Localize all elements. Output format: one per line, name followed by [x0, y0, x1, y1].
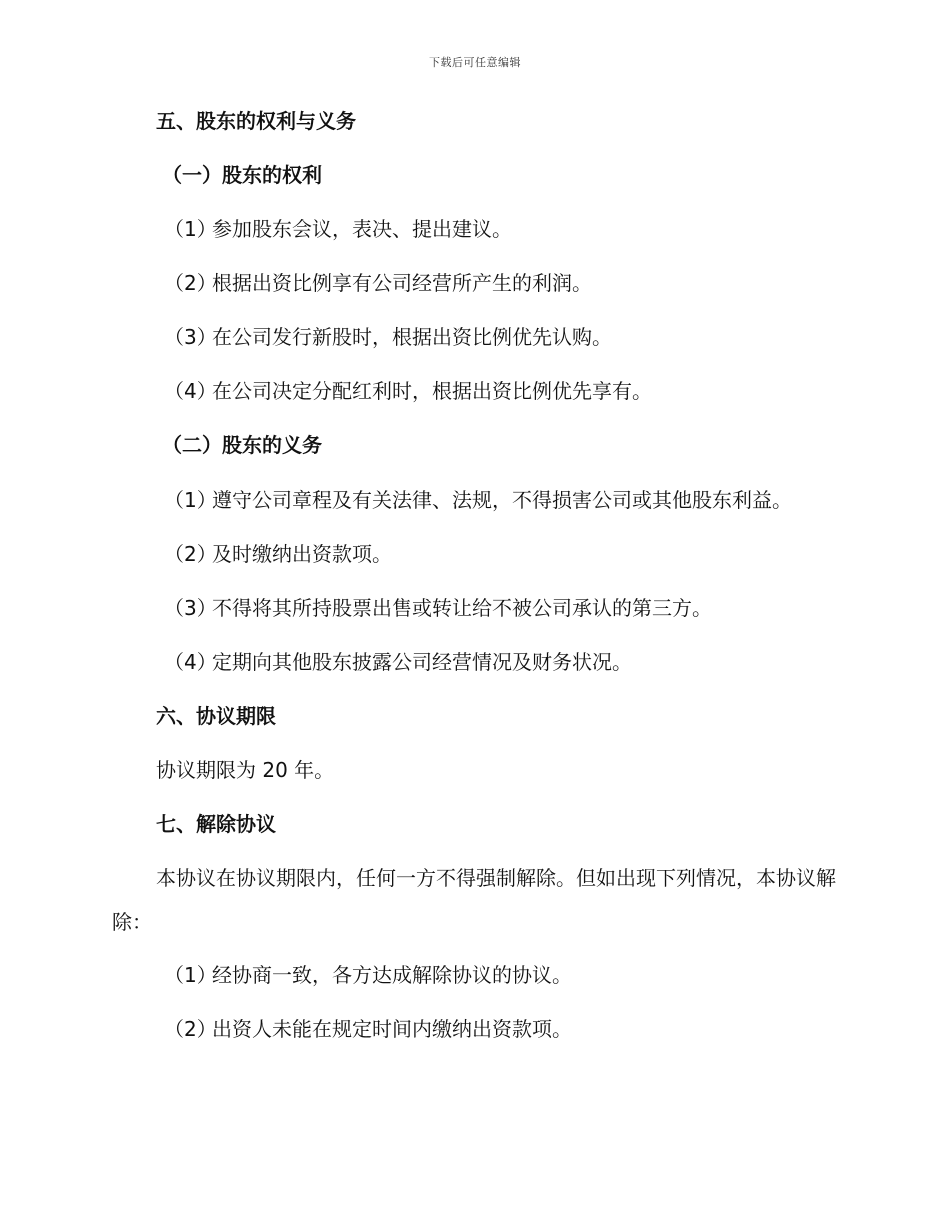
item-number: （2）: [164, 271, 217, 295]
item-number: （4）: [164, 650, 217, 674]
section-6-title: 六、协议期限: [156, 704, 276, 728]
section-6-text: 协议期限为 20 年。: [156, 758, 335, 782]
item-text: 在公司发行新股时，根据出资比例优先认购。: [212, 325, 612, 349]
item-text: 经协商一致，各方达成解除协议的协议。: [212, 963, 572, 987]
rights-item-4: [112, 379, 837, 404]
duties-item-4: [112, 650, 837, 675]
item-number: （1）: [164, 963, 217, 987]
item-text: 不得将其所持股票出售或转让给不被公司承认的第三方。: [212, 596, 712, 620]
rights-subtitle: （一）股东的权利: [162, 163, 322, 187]
termination-item-2: [112, 1017, 837, 1042]
item-number: （2）: [164, 542, 217, 566]
item-text: 遵守公司章程及有关法律、法规，不得损害公司或其他股东利益。: [212, 488, 792, 512]
duties-subtitle: （二）股东的义务: [162, 433, 322, 457]
rights-item-3: [112, 325, 837, 350]
item-number: （4）: [164, 379, 217, 403]
termination-item-1: [112, 963, 837, 988]
item-text: 根据出资比例享有公司经营所产生的利润。: [212, 271, 592, 295]
rights-item-2: [112, 271, 837, 296]
item-number: （1）: [164, 488, 217, 512]
item-number: （2）: [164, 1017, 217, 1041]
section-7-title: 七、解除协议: [156, 812, 276, 836]
document-body: [112, 109, 837, 1071]
duties-item-1: [112, 477, 837, 523]
section-7-text: 本协议在协议期限内，任何一方不得强制解除。但如出现下列情况，本协议解除：: [112, 866, 836, 934]
item-text: 及时缴纳出资款项。: [212, 542, 392, 566]
duties-item-3: [112, 596, 837, 621]
item-number: （1）: [164, 217, 217, 241]
item-number: （3）: [164, 325, 217, 349]
section-5-title: 五、股东的权利与义务: [156, 109, 356, 133]
duties-item-2: [112, 542, 837, 567]
rights-item-1: [112, 217, 837, 242]
item-text: 定期向其他股东披露公司经营情况及财务状况。: [212, 650, 632, 674]
item-number: （3）: [164, 596, 217, 620]
page-header: 下载后可任意编辑: [429, 56, 521, 69]
item-text: 在公司决定分配红利时，根据出资比例优先享有。: [212, 379, 652, 403]
item-text: 出资人未能在规定时间内缴纳出资款项。: [212, 1017, 572, 1041]
item-text: 参加股东会议，表决、提出建议。: [212, 217, 512, 241]
